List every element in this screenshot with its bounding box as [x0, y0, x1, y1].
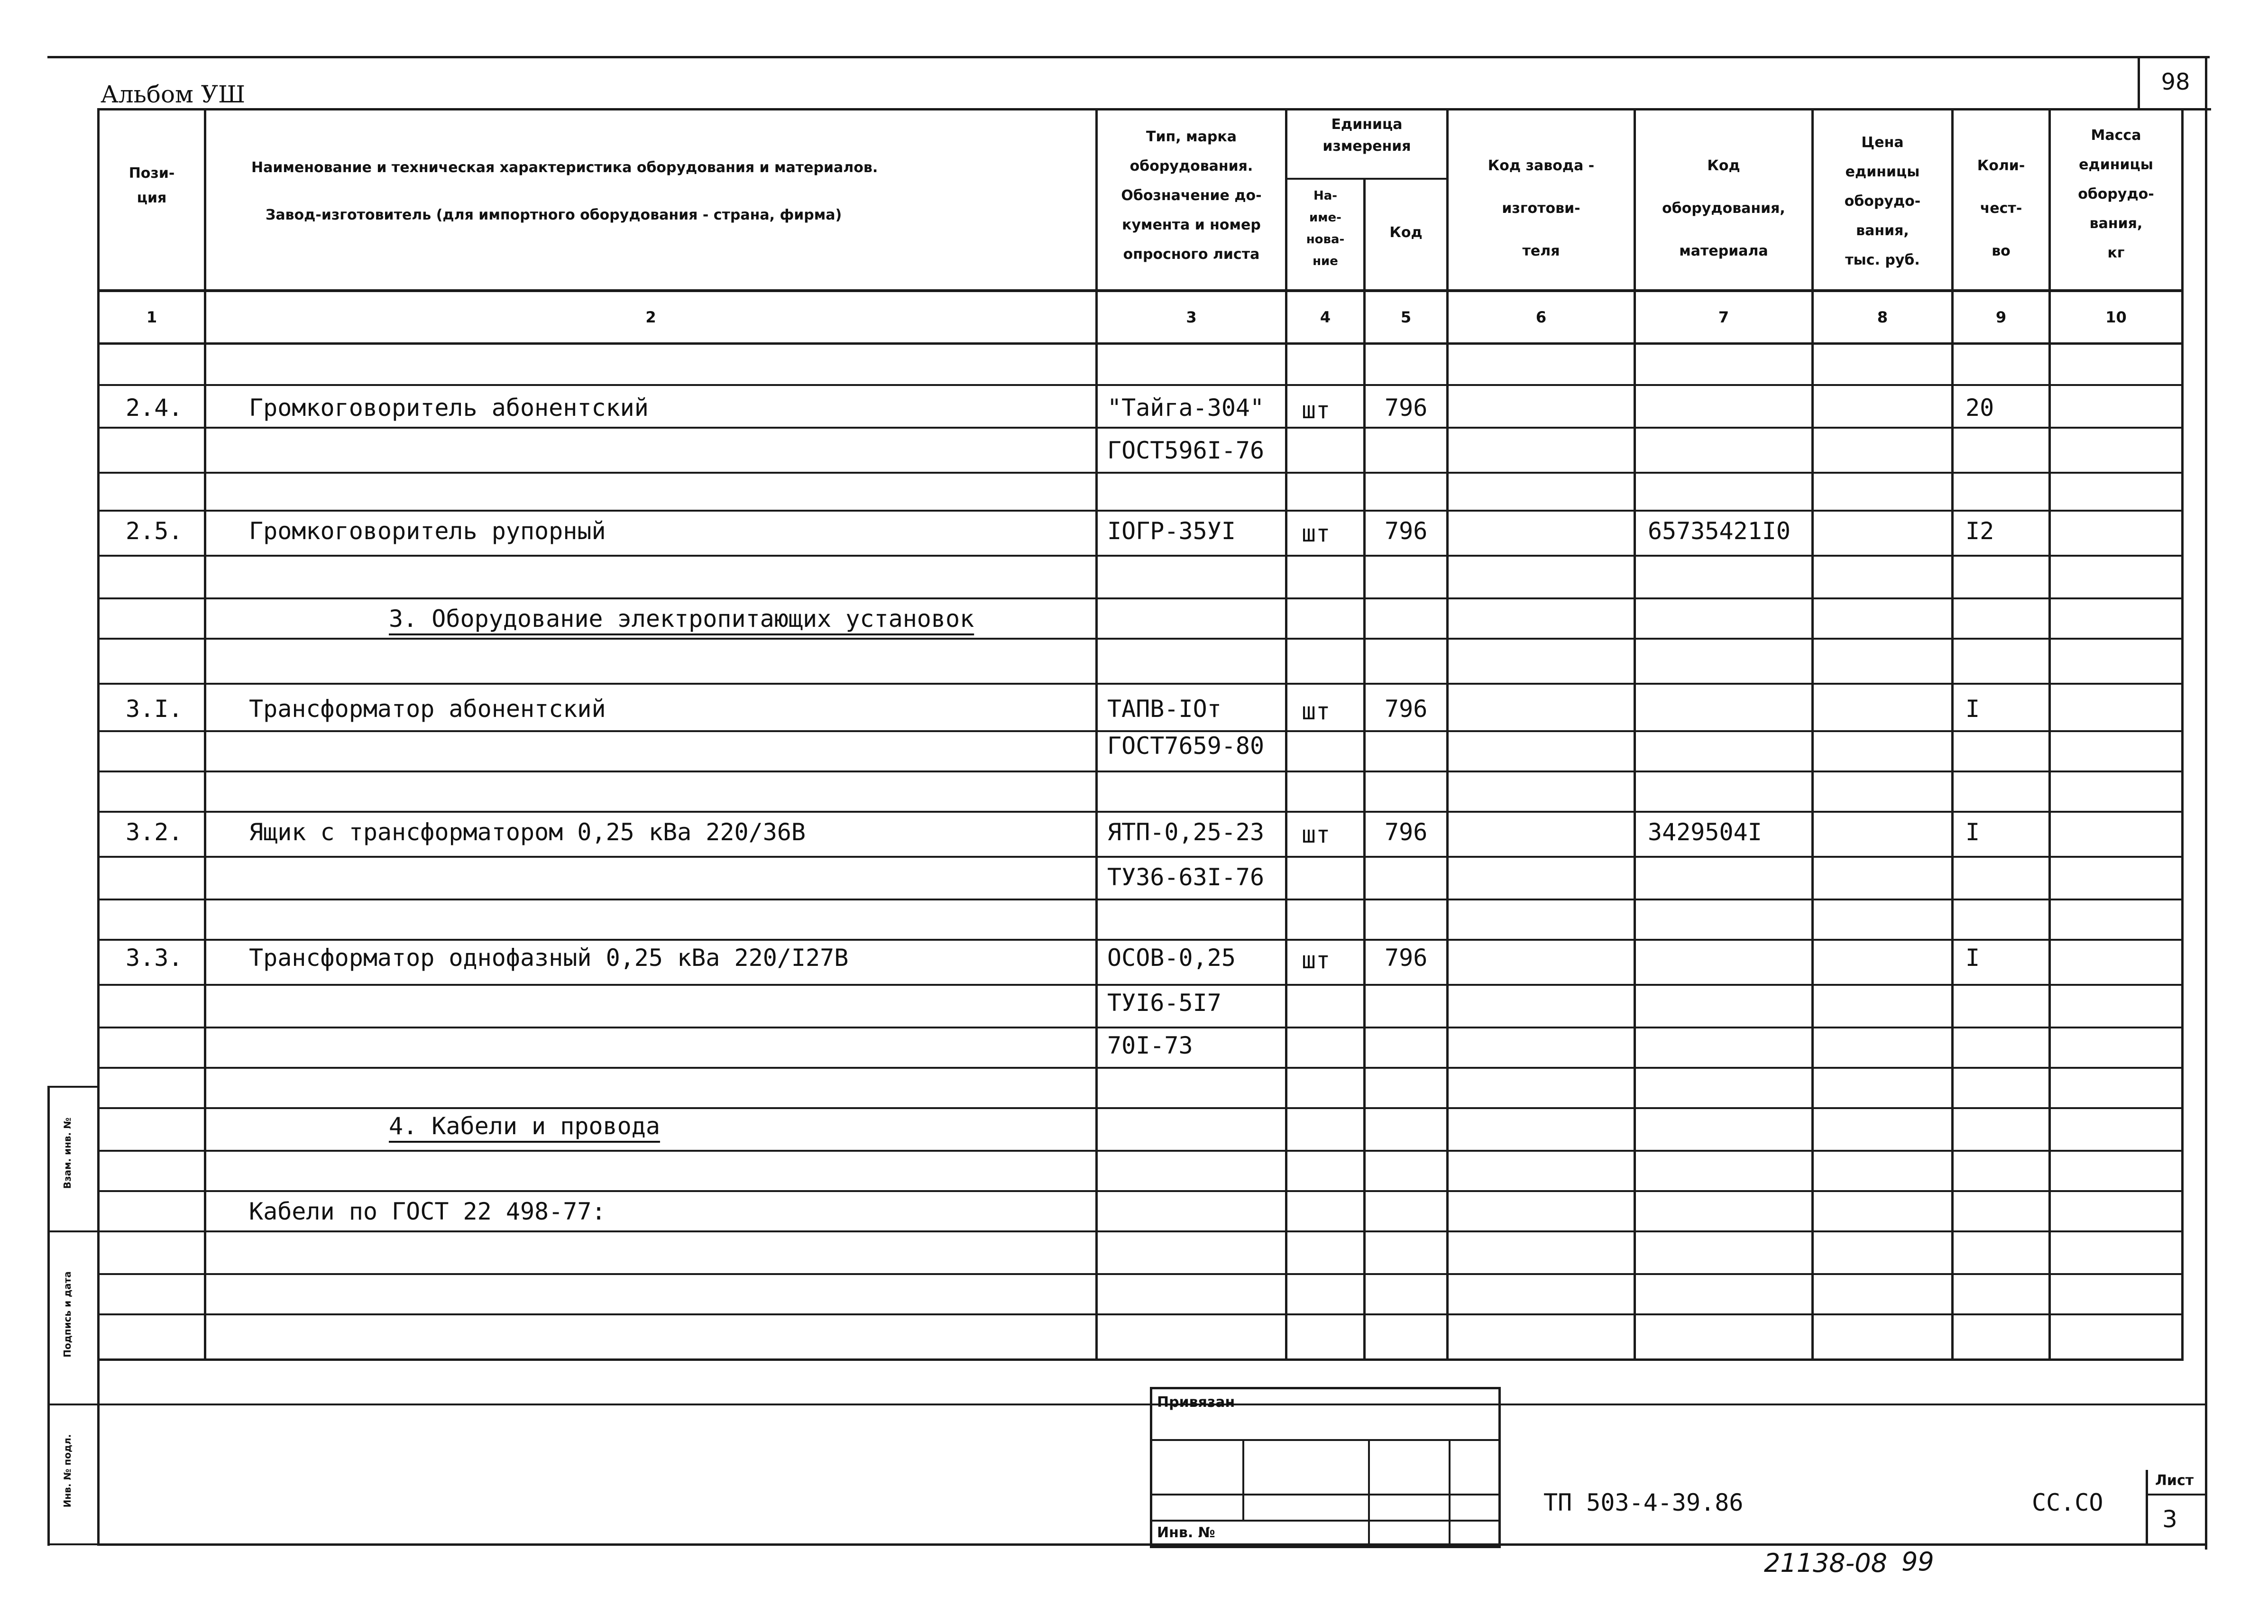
row-3-2-code: 796: [1385, 818, 1428, 846]
row-2-5-pos: 2.5.: [126, 517, 183, 545]
side-label-replace: Взам. инв. №: [62, 1117, 73, 1189]
album-title: Альбом УШ: [101, 81, 246, 108]
row-3-1-gost: ГОСТ7659-80: [1107, 732, 1265, 760]
row-3-3-tu2: 70I-73: [1107, 1032, 1193, 1059]
col-num-5: 5: [1400, 308, 1412, 326]
row-3-1-unit: шт: [1302, 697, 1331, 725]
row-3-3-pos: 3.3.: [126, 944, 183, 972]
footer-handwritten-page: 99: [1901, 1547, 1934, 1577]
header-mass: Масса единицы оборудо- вания, кг: [2078, 127, 2154, 261]
row-3-1-code: 796: [1385, 695, 1428, 723]
row-3-2-equip-code: 3429504I: [1648, 818, 1762, 846]
row-2-4-code: 796: [1385, 394, 1428, 422]
row-3-2-qty: I: [1965, 818, 1980, 846]
row-2-4-qty: 20: [1965, 394, 1994, 422]
sheet-number: 3: [2162, 1505, 2177, 1533]
row-2-5-code: 796: [1385, 517, 1428, 545]
row-3-3-code: 796: [1385, 944, 1428, 972]
header-factory-code: Код завода - изготови- теля: [1488, 157, 1595, 259]
row-3-2-type: ЯТП-0,25-23: [1107, 818, 1265, 846]
row-3-2-tu: ТУ36-63I-76: [1107, 863, 1265, 891]
bound-block: [1150, 1387, 1501, 1548]
header-name-line1: Наименование и техническая характеристика оборудования и материалов.: [251, 159, 878, 176]
col-num-2: 2: [645, 308, 656, 326]
doc-number: ТП 503-4-39.86: [1543, 1489, 1744, 1516]
page-number: 98: [2161, 69, 2190, 95]
section-4-title: 4. Кабели и провода: [389, 1112, 660, 1140]
bound-label: Привязан: [1157, 1394, 1235, 1411]
row-3-2-name: Ящик с трансформатором 0,25 кВа 220/36В: [249, 818, 806, 846]
header-unit-name: На- име- нова- ние: [1306, 189, 1345, 268]
page-number-box: [2138, 56, 2211, 110]
row-2-5-type: IОГР-35УI: [1107, 517, 1236, 545]
row-3-1-type: ТАПВ-IОт: [1107, 695, 1221, 723]
row-2-5-name: Громкоговоритель рупорный: [249, 517, 606, 545]
side-label-signature: Подпись и дата: [62, 1271, 73, 1358]
row-3-2-unit: шт: [1302, 821, 1331, 848]
col-num-10: 10: [2105, 308, 2127, 326]
col-num-7: 7: [1718, 308, 1729, 326]
row-2-5-equip-code: 65735421I0: [1648, 517, 1791, 545]
col-num-9: 9: [1995, 308, 2007, 326]
inv-label: Инв. №: [1157, 1524, 1215, 1541]
header-qty: Коли- чест- во: [1977, 157, 2025, 259]
row-3-3-qty: I: [1965, 944, 1980, 972]
header-type: Тип, марка оборудования. Обозначение до- кумента и номер опросного листа: [1121, 128, 1262, 263]
side-label-inv: Инв. № подл.: [62, 1434, 73, 1508]
header-name-line2: Завод-изготовитель (для импортного оборудования - страна, фирма): [266, 207, 842, 223]
col-num-8: 8: [1877, 308, 1888, 326]
col-num-1: 1: [146, 308, 157, 326]
row-2-4-gost: ГОСТ596I-76: [1107, 437, 1265, 464]
row-3-1-name: Трансформатор абонентский: [249, 695, 606, 723]
row-2-4-pos: 2.4.: [126, 394, 183, 422]
row-3-3-type: ОСОВ-0,25: [1107, 944, 1236, 972]
row-3-3-unit: шт: [1302, 946, 1331, 974]
cables-row: Кабели по ГОСТ 22 498-77:: [249, 1198, 606, 1225]
row-3-1-pos: 3.I.: [126, 695, 183, 723]
row-2-5-unit: шт: [1302, 520, 1331, 547]
header-unit: Единица измерения: [1322, 116, 1411, 155]
col-num-4: 4: [1320, 308, 1331, 326]
header-unit-code: Код: [1389, 224, 1423, 241]
row-2-4-name: Громкоговоритель абонентский: [249, 394, 649, 422]
doc-code: СС.СО: [2032, 1489, 2103, 1516]
row-3-3-tu: ТУI6-5I7: [1107, 989, 1221, 1017]
footer-handwritten-number: 21138-08: [1764, 1548, 1887, 1578]
row-3-2-pos: 3.2.: [126, 818, 183, 846]
section-3-title: 3. Оборудование электропитающих установок: [389, 605, 974, 633]
row-3-1-qty: I: [1965, 695, 1980, 723]
row-2-4-unit: шт: [1302, 396, 1331, 424]
row-3-3-name: Трансформатор однофазный 0,25 кВа 220/I27В: [249, 944, 849, 972]
sheet-label: Лист: [2155, 1472, 2194, 1489]
header-position: Пози- ция: [129, 165, 175, 206]
col-num-6: 6: [1535, 308, 1547, 326]
row-2-4-type: "Тайга-304": [1107, 394, 1265, 422]
header-price: Цена единицы оборудо- вания, тыс. руб.: [1844, 134, 1921, 268]
row-2-5-qty: I2: [1965, 517, 1994, 545]
header-equip-code: Код оборудования, материала: [1662, 157, 1785, 259]
col-num-3: 3: [1186, 308, 1197, 326]
